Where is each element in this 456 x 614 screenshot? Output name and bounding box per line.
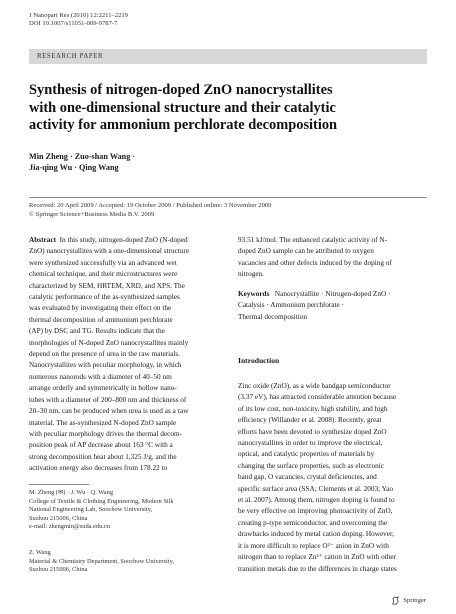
abstract-line: morphologies of N-doped ZnO nanocrystallites mainly <box>29 338 189 347</box>
abstract-line: 93.51 kJ/mol. The enhanced catalytic activity of N- <box>238 236 388 244</box>
intro-line: optical, and catalytic properties of materials by <box>238 450 375 459</box>
abstract-continued <box>238 235 427 281</box>
abstract-line: numerous nanorods with a diameter of 40–50 nm <box>29 372 172 381</box>
intro-line: (3.37 eV), has attracted considerable attention because <box>238 393 397 402</box>
abstract-line: depend on the presence of urea in the raw materials. <box>29 350 180 359</box>
intro-line: band gap, O vacancies, crystal deficiencies, and <box>238 473 377 482</box>
intro-line: et al. 2007). Among them, nitrogen doping is found to <box>238 496 395 505</box>
abstract-line: catalytic performance of the as-synthesized samples <box>29 293 180 302</box>
abstract <box>29 235 218 475</box>
title-line: Synthesis of nitrogen-doped ZnO nanocrystallites <box>29 82 333 98</box>
springer-horse-icon <box>391 596 400 605</box>
intro-line: specific surface area (SSA; Clements et al. 2003; Yao <box>238 484 394 493</box>
intro-line: creating p-type semiconductor, and overcoming the <box>238 518 388 527</box>
abstract-line: chemical technique, and their microstructures were <box>29 270 178 279</box>
journal-citation: J Nanopart Res (2010) 12:2211–2219 <box>29 12 129 19</box>
affiliation-1 <box>29 489 229 532</box>
affiliation-email: e-mail: zhengmin@suda.edu.cn <box>29 523 110 530</box>
author-line: Jia-qing Wu · Qing Wang <box>29 163 119 172</box>
copyright-line: © Springer Science+Business Media B.V. 2009 <box>29 210 155 218</box>
intro-line: nanocrystallites in order to improve the electrical, <box>238 439 383 448</box>
keywords-heading: Keywords <box>238 290 270 298</box>
abstract-line: vacancies and other defects induced by the doping of <box>238 258 392 267</box>
intro-line: nitrogen than to replace Zn²⁺ cation in ZnO with other <box>238 553 397 562</box>
intro-line: drawbacks induced by metal cation doping. However, <box>238 530 394 539</box>
intro-line: changing the surface properties, such as electronic <box>238 461 384 470</box>
intro-line: of its low cost, non-toxicity, high stability, and high <box>238 404 388 413</box>
abstract-line: was evaluated by investigating their effect on the <box>29 304 172 313</box>
abstract-line: characterized by SEM, HRTEM, XRD, and XPS. The <box>29 281 185 290</box>
history-dates: Received: 20 April 2009 / Accepted: 19 October 2009 / Published online: 3 November 2009 <box>29 202 272 209</box>
springer-logo <box>391 596 426 605</box>
abstract-line: arrange orderly and symmetrically in hollow nano- <box>29 384 177 393</box>
intro-line: transition metals due to the differences in charge states <box>238 564 397 573</box>
keyword-line: Thermal decomposition <box>238 312 308 321</box>
intro-line: it is more difficult to replace O²⁻ anion in ZnO with <box>238 541 389 550</box>
intro-line: efforts have been devoted to synthesize doped ZnO <box>238 427 387 436</box>
abstract-line: (AP) by DSC and TG. Results indicate that the <box>29 327 165 336</box>
affiliation-line: Suzhou 215006, China <box>29 566 88 573</box>
abstract-line: position peak of AP decrease about 163 °C with a <box>29 441 173 450</box>
affiliation-line: Z. Wang <box>29 549 51 556</box>
introduction-heading: Introduction <box>238 356 280 365</box>
affiliation-line: National Engineering Lab, Soochow University, <box>29 506 153 513</box>
journal-doi: DOI 10.1007/s11051-009-9787-7 <box>29 20 118 28</box>
affiliation-line: M. Zheng (✉) · J. Wu · Q. Wang <box>29 489 114 496</box>
abstract-line: ZnO) nanocrystallites with a one-dimensional structure <box>29 247 190 256</box>
intro-line: Zinc oxide (ZnO), as a wide bandgap semiconductor <box>238 382 391 390</box>
article-title <box>29 82 429 135</box>
abstract-line: with peculiar morphology drives the thermal decom- <box>29 429 183 438</box>
author-line: Min Zheng · Zuo-shan Wang · <box>29 152 136 161</box>
publisher-name: Springer <box>403 597 426 604</box>
title-line: with one-dimensional structure and their catalytic <box>29 99 336 116</box>
keywords <box>238 289 427 323</box>
intro-line: efficiency (Willander et al. 2008). Recently, great <box>238 416 382 425</box>
abstract-line: In this study, nitrogen-doped ZnO (N-doped <box>59 236 188 244</box>
abstract-line: 20–30 nm, can be produced when urea is used as a raw <box>29 407 189 416</box>
keyword-line: Catalysis · Ammonium perchlorate · <box>238 301 344 310</box>
keyword-line: Nanocrystallite · Nitrogen-doped ZnO · <box>274 290 391 298</box>
abstract-line: were synthesized successfully via an advanced wet <box>29 258 177 267</box>
publication-history <box>29 202 429 219</box>
affiliation-line: Suzhou 215006, China <box>29 514 88 522</box>
affiliation-line: College of Textile & Clothing Engineering, Modern Silk <box>29 497 174 505</box>
footnote-divider <box>29 484 89 485</box>
author-list <box>29 151 329 173</box>
abstract-line: tubes with a diameter of 200–800 nm and thickness of <box>29 395 187 404</box>
title-line: activity for ammonium perchlorate decomposition <box>29 117 338 134</box>
abstract-line: nitrogen. <box>238 270 264 279</box>
abstract-heading: Abstract <box>29 236 56 244</box>
abstract-line: strong decomposition heat about 1,325 J/g, and the <box>29 452 177 461</box>
abstract-line: activation energy also decreases from 178.22 to <box>29 464 168 473</box>
abstract-line: doped ZnO sample can be attributed to oxygen <box>238 247 374 256</box>
journal-header <box>29 12 128 29</box>
abstract-line: thermal decomposition of ammonium perchlorate <box>29 315 173 324</box>
intro-line: be very effective on improving photoactivity of ZnO, <box>238 507 393 516</box>
divider <box>29 197 427 198</box>
affiliation-line: Material & Chemistry Department, Soochow University, <box>29 557 174 565</box>
introduction-body <box>238 381 427 575</box>
abstract-line: Nanocrystallites with peculiar morphology, in which <box>29 361 182 370</box>
section-banner <box>29 49 427 64</box>
section-label: RESEARCH PAPER <box>37 53 104 60</box>
abstract-line: material. The as-synthesized N-doped ZnO sample <box>29 418 177 427</box>
affiliation-2 <box>29 549 229 575</box>
